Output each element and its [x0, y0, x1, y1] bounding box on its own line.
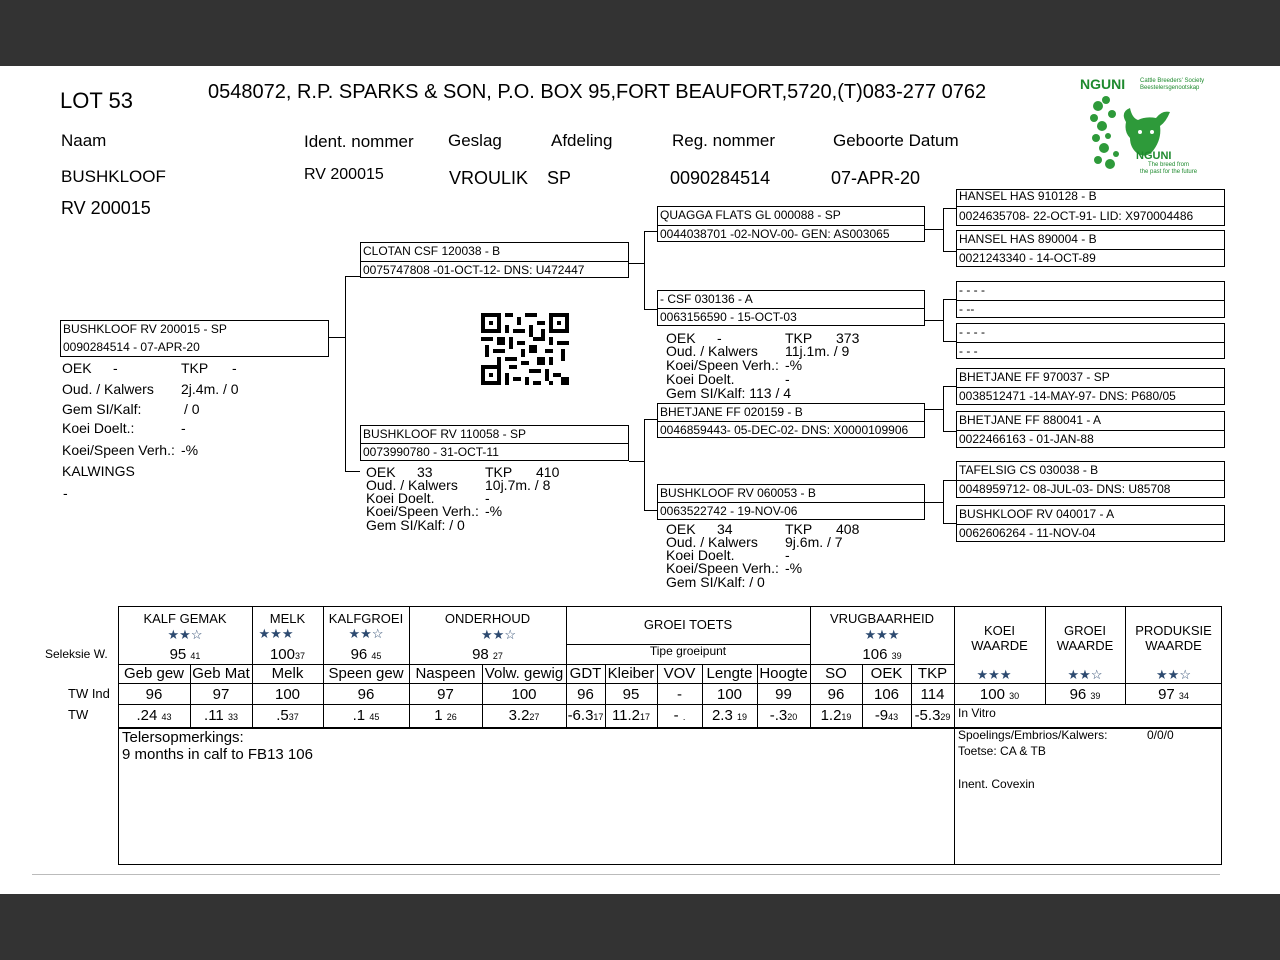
- dam-sire-box: BHETJANE FF 020159 - B 0046859443- 05-DEC-02- DNS: X0000109906: [657, 403, 925, 438]
- groei-waarde-value: 96 39: [1069, 686, 1101, 703]
- sel-kalfgroei: 96 45: [350, 646, 382, 663]
- animal-sex: VROULIK: [449, 168, 529, 188]
- gg-box-2: HANSEL HAS 890004 - B 0021243340 - 14-OCT-89: [956, 230, 1225, 267]
- animal-name: BUSHKLOOF: [61, 167, 166, 186]
- produksie-waarde-stars: ★★☆: [1156, 667, 1191, 682]
- animal-ident-large: RV 200015: [61, 198, 151, 218]
- animal-dob: 07-APR-20: [831, 168, 921, 188]
- spoelings-value: 0/0/0: [1147, 728, 1174, 742]
- qr-code: [481, 313, 569, 385]
- connector-line: [943, 208, 944, 251]
- gg-box-3: - - - - - --: [956, 281, 1225, 318]
- sel-kalf: 95 41: [169, 646, 201, 663]
- sire-box: CLOTAN CSF 120038 - B 0075747808 -01-OCT-12- DNS: U472447: [360, 242, 629, 278]
- dam-box: BUSHKLOOF RV 110058 - SP 0073990780 - 31-OCT-11: [360, 425, 629, 461]
- connector-line: [943, 251, 957, 252]
- top-dark-bar: [0, 0, 1280, 66]
- kalfgroei-stars: ★★☆: [348, 626, 384, 641]
- sel-onderhoud: 98 27: [472, 646, 503, 663]
- animal-reg: 0090284514: [670, 168, 771, 188]
- divider: [32, 874, 1220, 875]
- connector-line: [943, 299, 944, 341]
- naam-header: Naam: [61, 131, 107, 150]
- subject-animal-box: BUSHKLOOF RV 200015 - SP 0090284514 - 07-APR-20: [60, 320, 329, 357]
- connector-line: [345, 471, 360, 472]
- sel-melk: 10037: [269, 646, 306, 663]
- reg-header: Reg. nommer: [672, 131, 775, 150]
- nguni-logo: NGUNI Cattle Breeders' Society Beestelersgenootskap NGUNI The breed from the past for the future: [1080, 76, 1205, 175]
- sire-sire-box: QUAGGA FLATS GL 000088 - SP 0044038701 -02-NOV-00- GEN: AS003065: [657, 206, 925, 242]
- animal-ident: RV 200015: [304, 166, 384, 183]
- connector-line: [943, 208, 957, 209]
- connector-line: [644, 309, 657, 310]
- sire-dam-box: - CSF 030136 - A 0063156590 - 15-OCT-03: [657, 290, 925, 326]
- connector-line: [345, 276, 360, 277]
- onderhoud-stars: ★★☆: [481, 627, 516, 642]
- lot-number: LOT 53: [60, 88, 133, 113]
- lot-sheet: LOT 53 0548072, R.P. SPARKS & SON, P.O. BOX 95,FORT BEAUFORT,5720,(T)083-277 0762 NGUNI Cattle Breeders' Society Beestelersgenootskap NGUNI The breed from the past for the future Naam Ident. nommer Geslag Afdeling Reg. nommer Geboorte Datum BUSHKLOOF RV 200015 VROULIK SP 0090284514 07-APR-20 RV 200015 BUSHKLOOF RV 200015 - SP 0090284514 - 07-APR-20 OEK - TKP - Oud. / Kalwers 2j.4m. / 0 Gem SI/Kalf: / 0 Koei Doelt.: - Koei/Speen Verh.: -% KALWINGS - CLOTAN CSF 120038 - B 0075747808 -01-OCT-12- DNS: U472447 BUSHKLOOF RV 110058 - SP 0073990780 - 31-OCT-11 OEK 33 TKP 410 Oud. / Kalwers 10j.7m. / 8 Koei Doelt. - Koei/Speen Verh.: -% Gem SI/Kalf: / 0 QUAGGA FLATS GL 000088 - SP 0044038701 -02-NOV-00- GEN: AS003065 - CSF 030136 - A 0063156590 - 15-OCT-03 OEK - TKP 373 Oud. / Kalwers 11j.1m. / 9 Koei/Speen Verh.: -% Koei Doelt. - Gem SI/Kalf: 113 / 4 BHETJANE FF 020159 - B 0046859443- 05-DEC-02- DNS: X0000109906 BUSHKLOOF RV 060053 - B 0063522742 - 19-NOV-06 OEK 34 TKP 408 Oud. / Kalwers 9j.6m. / 7 Koei Doelt. - Koei/Speen Verh.: -% Gem SI/Kalf: / 0 HANSEL HAS 910128 - B 0024635708- 22-OCT-91- LID: X970004486 HANSEL HAS 890004 - B 0021243340 - 14-OCT-89 - - - - - -- - - - - - - - BHETJANE FF 970037 - SP 0038512471 -14-MAY-97- DNS: P680/05 BHETJANE FF 880041 - A 0022466163 - 01-JAN-88 TAFELSIG CS 030038 - B 0048959712- 08-JUL-03- DNS: U85708 BUSHKLOOF RV 040017 - A 0062606264 - 11-NOV-04 KALF GEMAK ★★☆ MELK ★★★ KALFGROEI ★★☆ ONDERHOUD ★★☆ GROEI TOETS Tipe groeipunt VRUGBAARHEID ★★★ KOEI WAARDE ★★★ GROEI WAARDE ★★☆ PRODUKSIE WAARDE ★★☆ Seleksie W. 95 41 10037 96 45 98 27 106 39 Geb gew Geb Mat Melk Speen gew Naspeen Volw. gewig GDT Kleiber VOV Lengte Hoogte SO OEK TKP TW Ind 96 97 100 96 97 100 96 95 - 100 99 96 106 114 100 30 96 39 97 34 TW .24 43 .11 33 .537 .1 45 1 26 3.227 -6.317 11.217 - . 2.3 19 -.320 1.219 -943 -5.329 In Vitro Telersopmerkings: 9 months in calf to FB13 106 Spoelings/Embrios/Kalwers: 0/0/0 Toetse: CA & TB Inent. Covexin: [0, 66, 1280, 894]
- breeder-info: 0548072, R.P. SPARKS & SON, P.O. BOX 95,FORT BEAUFORT,5720,(T)083-277 0762: [208, 81, 987, 103]
- animal-section: SP: [547, 168, 572, 188]
- in-vitro-label: In Vitro: [958, 706, 996, 720]
- connector-line: [925, 409, 943, 410]
- connector-line: [644, 419, 645, 510]
- connector-line: [644, 419, 657, 420]
- connector-line: [943, 431, 957, 432]
- koei-waarde-value: 100 30: [979, 686, 1020, 703]
- remarks-text: 9 months in calf to FB13 106: [122, 746, 313, 763]
- connector-line: [644, 510, 657, 511]
- connector-line: [629, 461, 644, 462]
- connector-line: [644, 231, 657, 232]
- connector-line: [345, 276, 346, 471]
- koei-waarde-stars: ★★★: [976, 667, 1012, 682]
- remarks-label: Telersopmerkings:: [122, 729, 244, 746]
- connector-line: [644, 231, 645, 309]
- connector-line: [925, 320, 943, 321]
- gg-box-1: HANSEL HAS 910128 - B 0024635708- 22-OCT-91- LID: X970004486: [956, 189, 1225, 226]
- sel-vrug: 106 39: [862, 646, 902, 663]
- bottom-dark-bar: [0, 894, 1280, 960]
- produksie-waarde-value: 97 34: [1158, 686, 1189, 703]
- connector-line: [925, 502, 943, 503]
- melk-stars: ★★★: [258, 626, 294, 641]
- connector-line: [943, 341, 957, 342]
- gg-box-4: - - - - - - -: [956, 323, 1225, 359]
- connector-line: [925, 229, 943, 230]
- gg-box-8: BUSHKLOOF RV 040017 - A 0062606264 - 11-NOV-04: [956, 505, 1225, 542]
- ident-header: Ident. nommer: [304, 132, 414, 151]
- connector-line: [943, 386, 944, 431]
- afdeling-header: Afdeling: [551, 131, 613, 150]
- geboorte-header: Geboorte Datum: [833, 131, 959, 150]
- geslag-header: Geslag: [448, 131, 502, 150]
- groei-waarde-stars: ★★☆: [1067, 667, 1103, 682]
- kalf-stars: ★★☆: [167, 627, 203, 642]
- connector-line: [329, 337, 345, 338]
- connector-line: [943, 299, 957, 300]
- gg-box-6: BHETJANE FF 880041 - A 0022466163 - 01-JAN-88: [956, 411, 1225, 448]
- dam-dam-box: BUSHKLOOF RV 060053 - B 0063522742 - 19-NOV-06: [657, 484, 925, 520]
- vrug-stars: ★★★: [864, 627, 900, 642]
- connector-line: [943, 480, 944, 523]
- gg-box-5: BHETJANE FF 970037 - SP 0038512471 -14-MAY-97- DNS: P680/05: [956, 368, 1225, 405]
- connector-line: [943, 523, 957, 524]
- connector-line: [629, 263, 644, 264]
- connector-line: [943, 480, 957, 481]
- connector-line: [943, 386, 957, 387]
- gg-box-7: TAFELSIG CS 030038 - B 0048959712- 08-JUL-03- DNS: U85708: [956, 461, 1225, 498]
